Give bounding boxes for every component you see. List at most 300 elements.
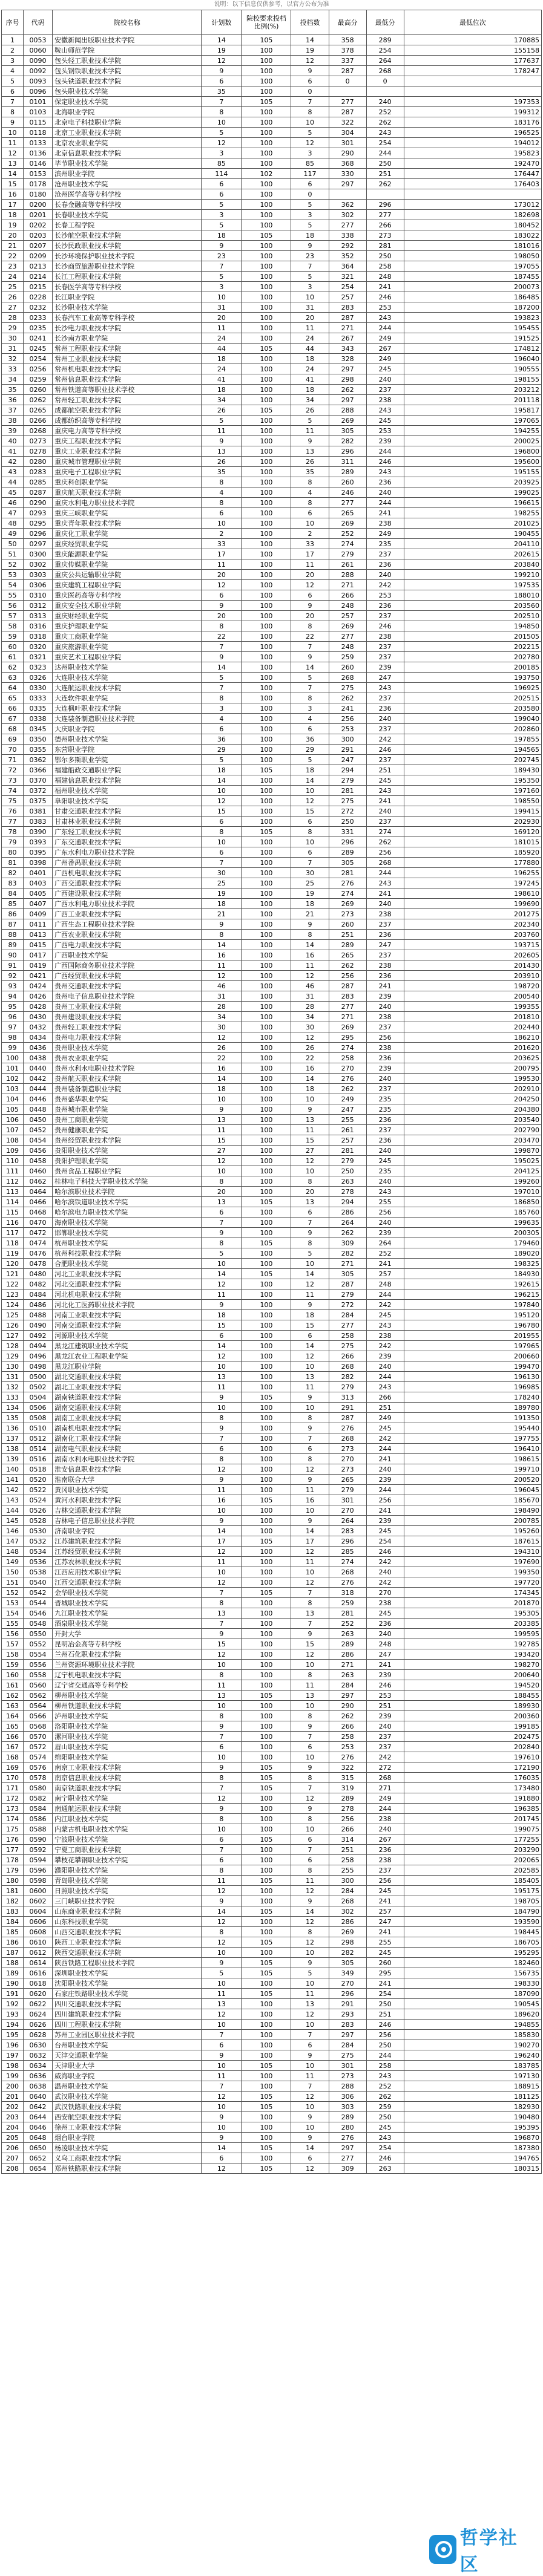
- table-cell: 236: [366, 1053, 404, 1063]
- table-cell: 31: [2, 344, 24, 354]
- table-cell: 106: [2, 1115, 24, 1125]
- table-cell: 重庆化工职业学院: [53, 529, 202, 539]
- table-cell: 297: [329, 2030, 366, 2040]
- table-cell: 桂林电子科技大学职业技术学院: [53, 1176, 202, 1187]
- table-cell: 202340: [404, 919, 541, 930]
- table-cell: 291: [329, 1999, 366, 2009]
- table-cell: 247: [329, 755, 366, 765]
- table-cell: 0478: [24, 1259, 53, 1269]
- table-cell: 10: [291, 1660, 329, 1670]
- table-cell: 100: [242, 107, 291, 117]
- table-row: [2, 1516, 542, 1526]
- table-cell: 12: [291, 1793, 329, 1804]
- table-cell: 0464: [24, 1187, 53, 1197]
- table-cell: 8: [202, 1865, 242, 1876]
- table-row: [2, 991, 542, 1002]
- table-cell: 192615: [404, 1279, 541, 1290]
- table-cell: 268: [329, 1567, 366, 1577]
- table-cell: 福建船政交通职业学院: [53, 765, 202, 775]
- table-cell: 10: [291, 1824, 329, 1834]
- table-cell: 5: [202, 1968, 242, 1978]
- table-cell: 237: [366, 950, 404, 960]
- table-cell: 100: [242, 1310, 291, 1320]
- table-cell: 吉林电子信息职业技术学院: [53, 1516, 202, 1526]
- table-cell: 267: [366, 344, 404, 354]
- table-cell: 100: [242, 1156, 291, 1166]
- table-cell: 262: [329, 693, 366, 703]
- table-cell: 5: [291, 220, 329, 230]
- table-cell: 271: [329, 323, 366, 333]
- table-row: [2, 1166, 542, 1176]
- table-cell: 109: [2, 1146, 24, 1156]
- table-cell: 105: [242, 1876, 291, 1886]
- table-cell: 25: [2, 282, 24, 292]
- table-cell: 256: [366, 1207, 404, 1218]
- table-cell: 11: [202, 1876, 242, 1886]
- table-cell: 298: [329, 374, 366, 385]
- table-cell: 0401: [24, 868, 53, 878]
- table-cell: 广西机电职业技术学院: [53, 868, 202, 878]
- table-cell: 长沙航空职业技术学院: [53, 230, 202, 241]
- table-cell: 长江工程职业技术学院: [53, 272, 202, 282]
- table-cell: 10: [291, 1978, 329, 1989]
- table-cell: 9: [202, 2133, 242, 2143]
- table-row: [2, 1721, 542, 1732]
- table-cell: 10: [202, 2061, 242, 2071]
- table-cell: 105: [242, 765, 291, 775]
- table-cell: 202910: [404, 1084, 541, 1094]
- table-cell: 100: [242, 909, 291, 919]
- table-row: [2, 868, 542, 878]
- table-cell: 378: [329, 45, 366, 56]
- table-cell: 贵州电子信息职业技术学院: [53, 991, 202, 1002]
- table-cell: 242: [366, 1752, 404, 1762]
- table-cell: [366, 189, 404, 200]
- table-cell: 贵州盛华职业学院: [53, 1094, 202, 1104]
- table-cell: 254: [366, 1536, 404, 1547]
- table-cell: 11: [202, 1382, 242, 1392]
- watermark: [429, 2528, 532, 2575]
- table-cell: 100: [242, 1074, 291, 1084]
- table-cell: 100: [242, 1372, 291, 1382]
- table-cell: 18: [202, 230, 242, 241]
- table-cell: 0280: [24, 457, 53, 467]
- table-cell: 199025: [404, 487, 541, 498]
- table-cell: 14: [202, 1341, 242, 1351]
- table-cell: 84: [2, 889, 24, 899]
- table-cell: 12: [202, 2164, 242, 2174]
- table-cell: 阜阳职业技术学院: [53, 796, 202, 806]
- table-cell: 180452: [404, 220, 541, 230]
- table-cell: 长沙南方职业学院: [53, 333, 202, 344]
- table-cell: 196215: [404, 1290, 541, 1300]
- table-cell: 288: [329, 2081, 366, 2092]
- table-cell: 100: [242, 1680, 291, 1691]
- table-cell: 31: [202, 991, 242, 1002]
- table-row: [2, 919, 542, 930]
- table-cell: 11: [291, 426, 329, 436]
- table-row: [2, 539, 542, 549]
- table-cell: 10: [202, 2122, 242, 2133]
- table-cell: 184930: [404, 1269, 541, 1279]
- table-cell: 辽宁机电职业技术学院: [53, 1670, 202, 1680]
- table-cell: 255: [329, 1865, 366, 1876]
- table-cell: 199210: [404, 570, 541, 580]
- table-cell: 100: [242, 498, 291, 508]
- table-cell: 198255: [404, 508, 541, 518]
- table-cell: 250: [329, 1166, 366, 1176]
- table-cell: 0398: [24, 858, 53, 868]
- table-cell: 195295: [404, 1948, 541, 1958]
- table-cell: 238: [366, 1043, 404, 1053]
- table-cell: 199710: [404, 1464, 541, 1475]
- table-cell: 173480: [404, 1783, 541, 1793]
- table-cell: 0417: [24, 950, 53, 960]
- table-cell: 104: [2, 1094, 24, 1104]
- table-cell: 0428: [24, 1002, 53, 1012]
- table-cell: 253: [329, 724, 366, 734]
- table-cell: 114: [2, 1197, 24, 1207]
- table-cell: 9: [202, 1423, 242, 1433]
- table-cell: 135: [2, 1413, 24, 1423]
- table-cell: 278: [329, 1187, 366, 1197]
- table-cell: 0508: [24, 1413, 53, 1423]
- table-cell: 158: [2, 1649, 24, 1660]
- table-cell: 9: [291, 1392, 329, 1403]
- table-cell: 287: [329, 1413, 366, 1423]
- table-cell: 100: [242, 889, 291, 899]
- table-cell: 202510: [404, 611, 541, 621]
- table-cell: 100: [242, 518, 291, 529]
- table-cell: 270: [329, 1454, 366, 1464]
- table-cell: 0622: [24, 1999, 53, 2009]
- table-row: [2, 1331, 542, 1341]
- table-cell: 12: [202, 2092, 242, 2102]
- table-cell: 100: [242, 1752, 291, 1762]
- table-row: [2, 703, 542, 714]
- table-row: [2, 745, 542, 755]
- table-cell: 0532: [24, 1536, 53, 1547]
- table-row: [2, 292, 542, 302]
- table-cell: 常州铁道高等职业技术学校: [53, 385, 202, 395]
- table-cell: 173012: [404, 200, 541, 210]
- table-cell: 100: [242, 1505, 291, 1516]
- table-cell: 256: [366, 1495, 404, 1505]
- table-cell: 90: [2, 950, 24, 960]
- table-cell: 0628: [24, 2030, 53, 2040]
- table-row: [2, 518, 542, 529]
- table-cell: 6: [202, 1834, 242, 1845]
- table-cell: 0318: [24, 631, 53, 642]
- table-cell: 9: [202, 1629, 242, 1639]
- table-cell: 187455: [404, 272, 541, 282]
- table-cell: 262: [329, 1711, 366, 1721]
- table-cell: 287: [329, 66, 366, 76]
- table-cell: 185405: [404, 1876, 541, 1886]
- table-cell: 170885: [404, 35, 541, 45]
- table-cell: 134: [2, 1403, 24, 1413]
- table-cell: 147: [2, 1536, 24, 1547]
- table-cell: 0604: [24, 1906, 53, 1917]
- table-cell: 256: [366, 1032, 404, 1043]
- table-cell: 8: [202, 107, 242, 117]
- table-cell: 13: [291, 1372, 329, 1382]
- table-cell: 0300: [24, 549, 53, 559]
- table-cell: 33: [202, 539, 242, 549]
- table-row: [2, 673, 542, 683]
- table-cell: 194012: [404, 138, 541, 148]
- table-cell: 276: [329, 1752, 366, 1762]
- table-cell: 240: [366, 1464, 404, 1475]
- table-cell: 0514: [24, 1444, 53, 1454]
- table-cell: 66: [2, 703, 24, 714]
- table-cell: 273: [329, 1444, 366, 1454]
- table-cell: 150: [2, 1567, 24, 1577]
- table-cell: 5: [202, 272, 242, 282]
- table-cell: 203385: [404, 1619, 541, 1629]
- table-row: [2, 1999, 542, 2009]
- table-cell: 重庆工业职业技术学院: [53, 446, 202, 457]
- table-row: [2, 2133, 542, 2143]
- table-cell: 39: [2, 426, 24, 436]
- table-cell: 100: [242, 786, 291, 796]
- table-cell: 197055: [404, 261, 541, 272]
- table-cell: 199690: [404, 899, 541, 909]
- table-cell: 176447: [404, 169, 541, 179]
- table-cell: 195175: [404, 1886, 541, 1896]
- table-cell: 重庆水利电力职业技术学院: [53, 498, 202, 508]
- table-cell: 199185: [404, 1721, 541, 1732]
- table-cell: 8: [291, 930, 329, 940]
- table-cell: 277: [329, 2153, 366, 2164]
- table-row: [2, 2102, 542, 2112]
- table-cell: 265: [329, 1475, 366, 1485]
- table-cell: 5: [202, 673, 242, 683]
- table-cell: 244: [366, 1444, 404, 1454]
- table-cell: 100: [242, 796, 291, 806]
- table-cell: 240: [366, 1176, 404, 1187]
- table-cell: 276: [329, 1577, 366, 1588]
- table-row: [2, 158, 542, 169]
- table-cell: 四川建筑职业技术学院: [53, 2009, 202, 2020]
- table-cell: 10: [202, 2020, 242, 2030]
- table-cell: 187615: [404, 1536, 541, 1547]
- table-cell: 7: [291, 261, 329, 272]
- table-cell: 243: [366, 1320, 404, 1331]
- table-cell: 兰州石化职业技术学院: [53, 1649, 202, 1660]
- table-cell: 0612: [24, 1948, 53, 1958]
- table-cell: 263: [329, 1176, 366, 1187]
- table-cell: 100: [242, 601, 291, 611]
- table-cell: 246: [366, 2020, 404, 2030]
- table-cell: 169120: [404, 827, 541, 837]
- table-cell: 239: [366, 662, 404, 673]
- table-cell: 262: [329, 1084, 366, 1094]
- table-cell: 117: [291, 169, 329, 179]
- table-cell: 260: [329, 662, 366, 673]
- table-cell: 242: [366, 1300, 404, 1310]
- table-cell: 7: [2, 97, 24, 107]
- table-cell: 54: [2, 580, 24, 590]
- table-cell: 194: [2, 2020, 24, 2030]
- page-note: 说明：以下信息仅供参考，以官方公布为准: [214, 1, 329, 8]
- table-cell: 171: [2, 1783, 24, 1793]
- table-cell: 100: [242, 755, 291, 765]
- table-cell: 0586: [24, 1814, 53, 1824]
- table-cell: 26: [202, 457, 242, 467]
- table-cell: 253: [329, 1742, 366, 1752]
- table-cell: 0636: [24, 2071, 53, 2081]
- table-cell: 195823: [404, 148, 541, 158]
- table-cell: 136: [2, 1423, 24, 1433]
- table-row: [2, 395, 542, 405]
- table-cell: 14: [202, 940, 242, 950]
- table-cell: 252: [366, 2081, 404, 2092]
- table-cell: 246: [366, 621, 404, 631]
- table-cell: 256: [329, 714, 366, 724]
- table-cell: 9: [291, 2112, 329, 2122]
- table-cell: 河南交通职业技术学院: [53, 1320, 202, 1331]
- table-cell: 6: [291, 2153, 329, 2164]
- table-cell: 陕西交通职业技术学院: [53, 1948, 202, 1958]
- table-cell: 76: [2, 806, 24, 817]
- table-cell: 长江职业学院: [53, 292, 202, 302]
- table-cell: 10: [291, 2061, 329, 2071]
- table-cell: 7: [291, 858, 329, 868]
- table-row: [2, 1053, 542, 1063]
- table-cell: 7: [291, 642, 329, 652]
- table-cell: 8: [202, 1176, 242, 1187]
- table-cell: 198445: [404, 1927, 541, 1937]
- table-cell: 长春职业技术学院: [53, 210, 202, 220]
- table-cell: 100: [242, 775, 291, 786]
- table-cell: 105: [242, 1906, 291, 1917]
- table-cell: 240: [366, 1629, 404, 1639]
- table-cell: 贵州建设职业技术学院: [53, 1012, 202, 1022]
- table-cell: 12: [202, 56, 242, 66]
- table-cell: 6: [291, 1834, 329, 1845]
- table-cell: 13: [291, 446, 329, 457]
- table-cell: 189: [2, 1968, 24, 1978]
- table-cell: 337: [329, 56, 366, 66]
- table-cell: 贵州健康职业学院: [53, 1125, 202, 1135]
- table-cell: 283: [329, 991, 366, 1002]
- table-row: [2, 1978, 542, 1989]
- table-cell: 湖北工业职业技术学院: [53, 1382, 202, 1392]
- table-cell: 237: [366, 817, 404, 827]
- table-row: [2, 1372, 542, 1382]
- table-cell: 251: [366, 169, 404, 179]
- table-cell: 0411: [24, 919, 53, 930]
- table-cell: 237: [366, 724, 404, 734]
- table-cell: 26: [291, 457, 329, 467]
- table-cell: 100: [242, 960, 291, 971]
- table-row: [2, 559, 542, 570]
- table-cell: 7: [202, 642, 242, 652]
- table-cell: 139: [2, 1454, 24, 1464]
- table-cell: 18: [202, 765, 242, 775]
- table-cell: 100: [242, 1711, 291, 1721]
- table-row: [2, 1444, 542, 1454]
- table-cell: 188915: [404, 2081, 541, 2092]
- table-cell: 289: [329, 940, 366, 950]
- table-cell: 278: [329, 1804, 366, 1814]
- logo-icon: [429, 2535, 456, 2564]
- table-cell: 85: [202, 158, 242, 169]
- table-cell: 250: [366, 2040, 404, 2050]
- table-row: [2, 1485, 542, 1495]
- table-cell: 165: [2, 1721, 24, 1732]
- table-cell: 8: [202, 477, 242, 487]
- table-cell: 18: [291, 765, 329, 775]
- table-cell: 0544: [24, 1598, 53, 1608]
- table-cell: 18: [202, 1084, 242, 1094]
- table-cell: 0506: [24, 1403, 53, 1413]
- table-cell: 237: [366, 611, 404, 621]
- table-cell: 193823: [404, 313, 541, 323]
- table-cell: 3: [291, 282, 329, 292]
- table-cell: 常州信息职业技术学院: [53, 374, 202, 385]
- table-cell: 7: [202, 1433, 242, 1444]
- table-cell: 279: [329, 1485, 366, 1495]
- table-cell: 259: [329, 1598, 366, 1608]
- table-cell: 14: [202, 775, 242, 786]
- table-cell: 284: [329, 1680, 366, 1691]
- table-cell: 52: [2, 559, 24, 570]
- table-cell: 92: [2, 971, 24, 981]
- table-cell: 0450: [24, 1115, 53, 1125]
- table-cell: 309: [329, 2164, 366, 2174]
- table-cell: 200520: [404, 1475, 541, 1485]
- table-cell: 贵州职业技术学院: [53, 1043, 202, 1053]
- table-row: [2, 1804, 542, 1814]
- table-cell: 271: [329, 1660, 366, 1670]
- table-cell: 268: [366, 1773, 404, 1783]
- table-cell: 238: [366, 395, 404, 405]
- table-cell: 105: [242, 1691, 291, 1701]
- table-cell: 195120: [404, 1310, 541, 1320]
- table-cell: 263: [329, 1629, 366, 1639]
- table-cell: 196130: [404, 1372, 541, 1382]
- table-cell: 10: [291, 1403, 329, 1413]
- table-cell: 14: [291, 1269, 329, 1279]
- table-cell: 270: [366, 1588, 404, 1598]
- table-cell: 7: [202, 858, 242, 868]
- table-cell: 279: [329, 775, 366, 786]
- table-cell: 194565: [404, 745, 541, 755]
- table-cell: 100: [242, 354, 291, 364]
- table-cell: 190480: [404, 2112, 541, 2122]
- table-cell: 187: [2, 1948, 24, 1958]
- table-cell: 105: [242, 1197, 291, 1207]
- table-cell: 100: [242, 1423, 291, 1433]
- table-cell: 61: [2, 652, 24, 662]
- table-cell: 8: [202, 1814, 242, 1824]
- table-cell: 0202: [24, 220, 53, 230]
- table-cell: 191880: [404, 1793, 541, 1804]
- table-cell: 贵州装备制造职业学院: [53, 1084, 202, 1094]
- table-cell: 194850: [404, 621, 541, 631]
- table-cell: 33: [2, 364, 24, 374]
- table-cell: 100: [242, 642, 291, 652]
- table-cell: 94: [2, 991, 24, 1002]
- table-cell: 237: [366, 385, 404, 395]
- table-cell: 286: [329, 1917, 366, 1927]
- table-cell: 长沙职业技术学院: [53, 302, 202, 313]
- table-cell: 100: [242, 86, 291, 97]
- table-cell: 湖南交通职业技术学院: [53, 1403, 202, 1413]
- table-cell: 82: [2, 868, 24, 878]
